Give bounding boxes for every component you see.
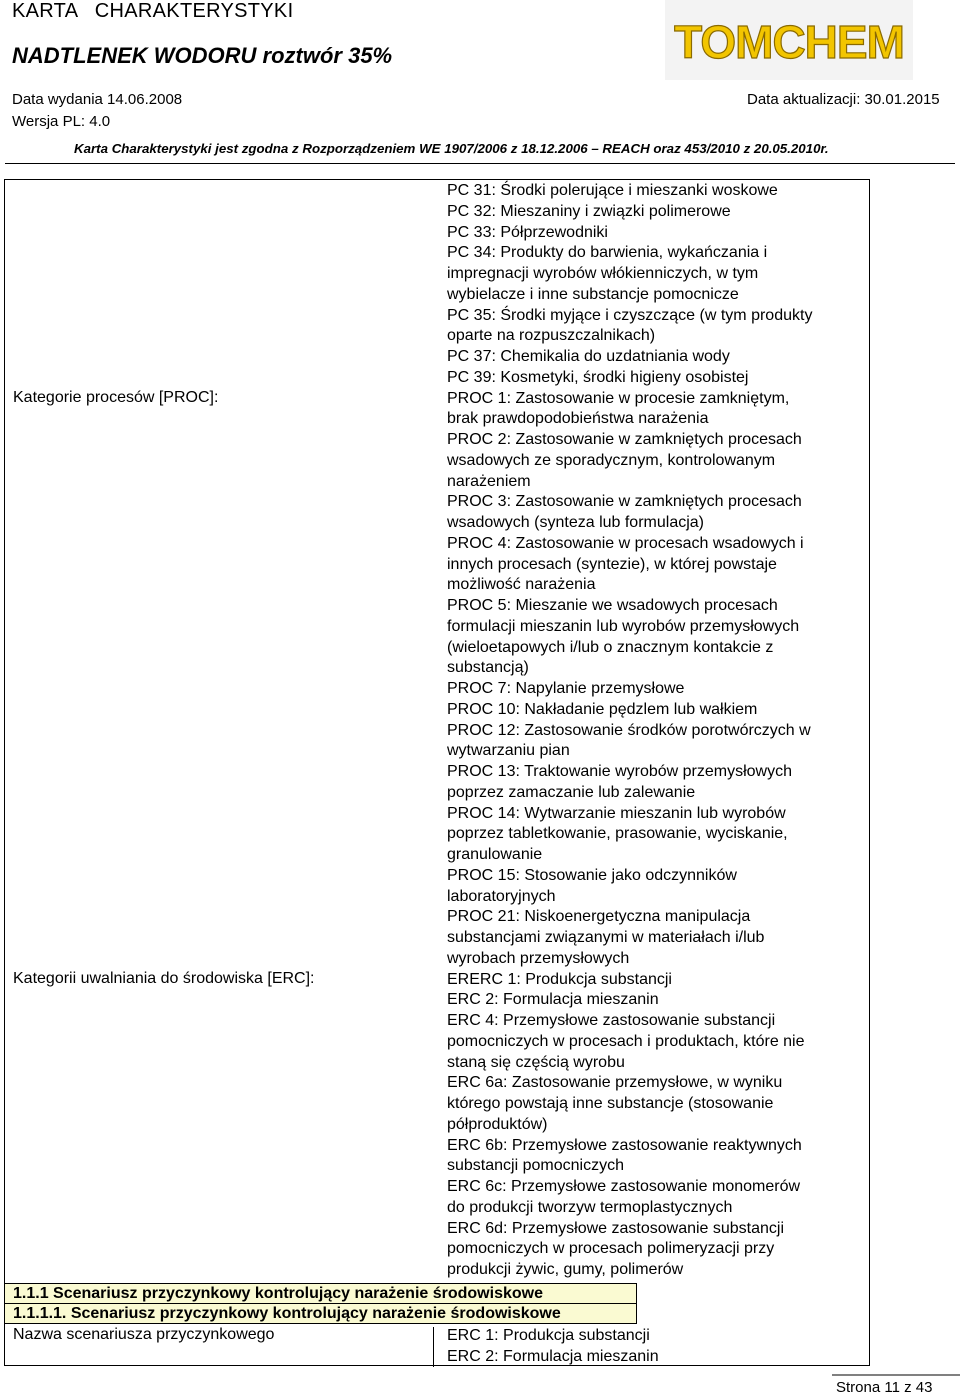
category-line: PC 31: Środki polerujące i mieszanki woskowe <box>447 182 778 199</box>
category-line: PC 32: Mieszaniny i związki polimerowe <box>447 202 731 220</box>
category-list <box>447 181 867 1281</box>
category-line: oparte na rozpuszczalnikach) <box>447 327 656 345</box>
category-line: PROC 12: Zastosowanie środków porotwórczych w <box>447 721 811 739</box>
footer-divider <box>832 1374 960 1376</box>
header-divider <box>5 163 955 164</box>
category-line: ERC 2: Formulacja mieszanin <box>447 991 659 1009</box>
category-line: substancjami związanymi w materiałach i/lub <box>447 929 765 946</box>
issue-date: Data wydania 14.06.2008 <box>12 91 183 108</box>
category-line: produkcji żywic, gumy, polimerów <box>447 1261 684 1278</box>
category-line: wsadowych ze sporadycznym, kontrolowanym <box>447 451 776 469</box>
category-line: poprzez zamaczanie lub zalewanie <box>447 783 696 801</box>
product-name: NADTLENEK WODORU roztwór 35% <box>12 43 393 68</box>
category-line: pomocniczych w procesach polimeryzacji przy <box>447 1240 775 1258</box>
category-line: PROC 2: Zastosowanie w zamkniętych procesach <box>447 431 802 448</box>
category-line: substancji pomocniczych <box>447 1157 624 1175</box>
category-line: staną się częścią wyrobu <box>447 1053 625 1071</box>
category-line: PC 33: Półprzewodniki <box>447 223 608 241</box>
category-line: PROC 1: Zastosowanie w procesie zamkniętym, <box>447 389 790 407</box>
category-line: którego powstają inne substancje (stosowanie <box>447 1095 774 1112</box>
update-date: Data aktualizacji: 30.01.2015 <box>747 91 940 108</box>
category-line: PROC 5: Mieszanie we wsadowych procesach <box>447 597 778 614</box>
regulation-note: Karta Charakterystyki jest zgodna z Rozporządzeniem WE 1907/2006 z 18.12.2006 – REACH oraz 453/2010 z 20.05.2010r. <box>74 141 829 156</box>
scenario-value: ERC 1: Produkcja substancji <box>447 1327 650 1344</box>
category-line: laboratoryjnych <box>447 887 556 905</box>
uses-table <box>4 179 870 1366</box>
category-line: półproduktów) <box>447 1115 548 1133</box>
category-line: granulowanie <box>447 846 543 863</box>
category-line: PC 34: Produkty do barwienia, wykańczania i <box>447 244 768 262</box>
category-line: wyrobach przemysłowych <box>447 949 630 967</box>
category-line: formulacji mieszanin lub wyrobów przemysłowych <box>447 617 800 635</box>
page-number: Strona 11 z 43 <box>836 1379 933 1396</box>
proc-label: Kategorie procesów [PROC]: <box>13 389 219 406</box>
logo-text: TOMCHEM <box>674 16 904 68</box>
scenario-values <box>447 1326 659 1368</box>
category-line: do produkcji tworzyw termoplastycznych <box>447 1198 733 1216</box>
category-line: PROC 13: Traktowanie wyrobów przemysłowych <box>447 763 793 780</box>
document-type-title: KARTA CHARAKTERYSTYKI <box>12 0 294 22</box>
category-line: PROC 15: Stosowanie jako odczynników <box>447 866 737 884</box>
erc-label: Kategorii uwalniania do środowiska [ERC]: <box>13 970 315 987</box>
category-line: PROC 21: Niskoenergetyczna manipulacja <box>447 908 751 926</box>
category-line: PROC 10: Nakładanie pędzlem lub wałkiem <box>447 700 758 718</box>
category-line: PC 37: Chemikalia do uzdatniania wody <box>447 348 730 365</box>
scenario-value: ERC 2: Formulacja mieszanin <box>447 1347 659 1365</box>
scenario-name-label: Nazwa scenariusza przyczynkowego <box>13 1326 275 1343</box>
tomchem-logo <box>665 0 913 80</box>
category-line: narażeniem <box>447 472 531 490</box>
category-line: PC 39: Kosmetyki, środki higieny osobistej <box>447 368 749 386</box>
category-line: wsadowych (synteza lub formulacja) <box>447 514 704 531</box>
scenario-column-divider <box>433 1327 434 1367</box>
category-line: (wieloetapowych i/lub o znacznym kontakcie z <box>447 638 774 656</box>
category-line: ERERC 1: Produkcja substancji <box>447 970 672 988</box>
category-line: innych procesach (syntezie), w której powstaje <box>447 555 777 573</box>
category-line: pomocniczych w procesach i produktach, które nie <box>447 1032 805 1050</box>
category-line: PROC 4: Zastosowanie w procesach wsadowych i <box>447 534 804 552</box>
category-line: wybielacze i inne substancje pomocnicze <box>447 285 739 303</box>
category-line: brak prawdopodobieństwa narażenia <box>447 410 709 428</box>
section-heading-1-1-1: 1.1.1 Scenariusz przyczynkowy kontrolujący narażenie środowiskowe <box>5 1283 637 1304</box>
category-line: wytwarzaniu pian <box>447 742 570 760</box>
category-line: ERC 6c: Przemysłowe zastosowanie monomerów <box>447 1178 801 1195</box>
category-line: ERC 6b: Przemysłowe zastosowanie reaktywnych <box>447 1136 802 1154</box>
category-line: ERC 6d: Przemysłowe zastosowanie substancji <box>447 1219 785 1237</box>
category-line: poprzez tabletkowanie, prasowanie, wyciskanie, <box>447 825 788 843</box>
category-line: PROC 7: Napylanie przemysłowe <box>447 680 685 697</box>
category-line: PROC 14: Wytwarzanie mieszanin lub wyrobów <box>447 804 786 822</box>
section-heading-1-1-1-1: 1.1.1.1. Scenariusz przyczynkowy kontrolujący narażenie środowiskowe <box>5 1303 637 1324</box>
category-line: PROC 3: Zastosowanie w zamkniętych procesach <box>447 493 802 511</box>
category-line: substancją) <box>447 659 529 677</box>
category-line: możliwość narażenia <box>447 576 596 594</box>
category-line: PC 35: Środki myjące i czyszczące (w tym produkty <box>447 306 813 324</box>
category-line: ERC 4: Przemysłowe zastosowanie substancji <box>447 1012 776 1029</box>
category-line: ERC 6a: Zastosowanie przemysłowe, w wyniku <box>447 1074 783 1092</box>
version: Wersja PL: 4.0 <box>12 113 111 130</box>
category-line: impregnacji wyrobów włókienniczych, w tym <box>447 265 759 282</box>
